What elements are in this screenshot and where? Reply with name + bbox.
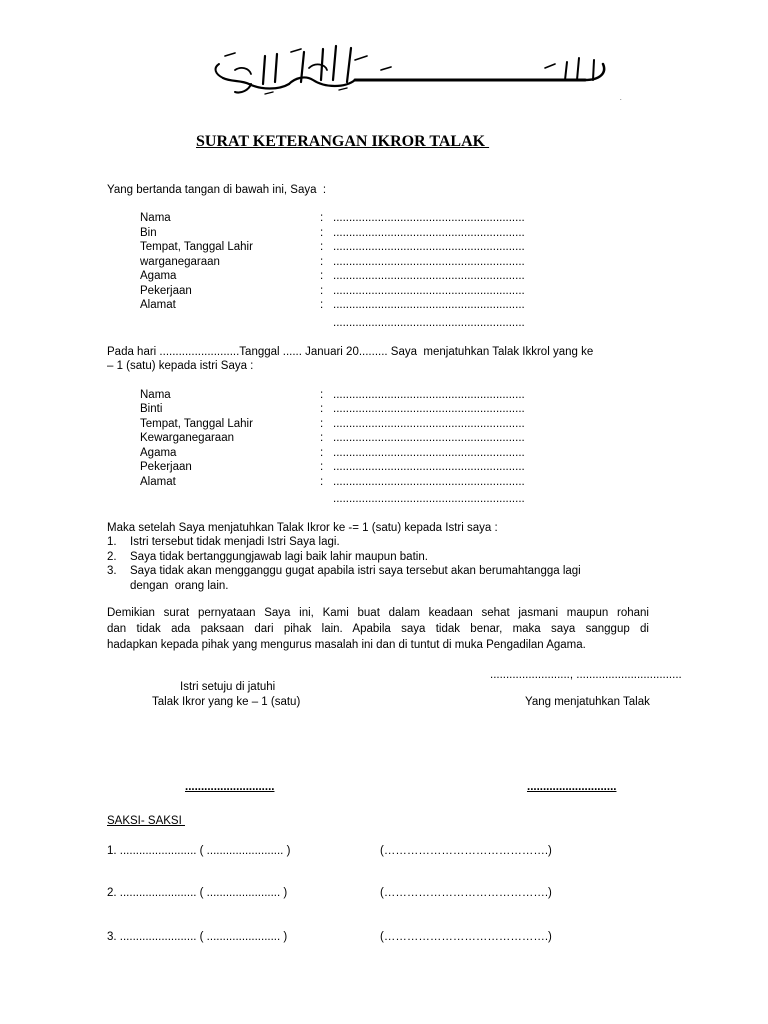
field-colon: : bbox=[320, 461, 324, 473]
field-label: Kewarganegaraan bbox=[140, 432, 234, 444]
field-row bbox=[0, 285, 768, 299]
field-colon: : bbox=[320, 432, 324, 444]
witness-name-blank: 2. ........................ ( ....................... ) bbox=[107, 887, 288, 899]
witness-row bbox=[0, 931, 768, 945]
wife-signature-caption-1: Istri setuju di jatuhi bbox=[180, 681, 276, 693]
closing-line: Demikian surat pernyataan Saya ini, Kami buat dalam keadaan sehat jasmani maupun rohani bbox=[107, 607, 649, 619]
field-colon: : bbox=[320, 299, 324, 311]
witness-name-blank: 1. ........................ ( ........................ ) bbox=[107, 845, 291, 857]
field-row bbox=[0, 476, 768, 490]
field-row bbox=[0, 212, 768, 226]
list-number: 2. bbox=[107, 551, 117, 563]
field-blank: ............................................................ bbox=[333, 432, 525, 444]
witness-signature-blank: (…………………………………….) bbox=[380, 845, 552, 857]
field-row bbox=[0, 241, 768, 255]
list-item bbox=[0, 551, 768, 565]
field-row bbox=[0, 461, 768, 475]
list-text: Saya tidak akan mengganggu gugat apabila istri saya tersebut akan berumahtangga lagi bbox=[130, 565, 581, 577]
field-blank: ............................................................ bbox=[333, 285, 525, 297]
place-date-blank: ........................., ................................. bbox=[490, 669, 682, 681]
page-title: SURAT KETERANGAN IKROR TALAK bbox=[196, 133, 490, 150]
husband-signature-line: ............................ bbox=[527, 781, 617, 793]
witness-signature-blank: (…………………………………….) bbox=[380, 931, 552, 943]
statement-line-1: Pada hari .........................Tanggal ...... Januari 20......... Saya menjatuhkan Talak Ikkrol yang ke bbox=[107, 346, 594, 358]
field-row bbox=[0, 447, 768, 461]
field-blank: ............................................................ bbox=[333, 418, 525, 430]
field-colon: : bbox=[320, 418, 324, 430]
witness-row bbox=[0, 845, 768, 859]
list-item bbox=[0, 565, 768, 579]
field-blank: ............................................................ bbox=[333, 256, 525, 268]
field-label: Nama bbox=[140, 389, 171, 401]
list-text: Istri tersebut tidak menjadi Istri Saya lagi. bbox=[130, 536, 340, 548]
field-colon: : bbox=[320, 241, 324, 253]
field-label: Tempat, Tanggal Lahir bbox=[140, 241, 253, 253]
field-label: Alamat bbox=[140, 299, 176, 311]
address-continuation: ............................................................ bbox=[333, 317, 525, 329]
field-row bbox=[0, 270, 768, 284]
svg-text:بسم الله الرحمن الرحيم: بسم الله الرحمن الرحيم bbox=[625, 140, 635, 141]
stray-mark: . bbox=[620, 96, 622, 102]
field-row bbox=[0, 227, 768, 241]
field-blank: ............................................................ bbox=[333, 389, 525, 401]
field-label: Pekerjaan bbox=[140, 461, 192, 473]
witness-row bbox=[0, 887, 768, 901]
list-number: 1. bbox=[107, 536, 117, 548]
consequence-intro: Maka setelah Saya menjatuhkan Talak Ikror ke -= 1 (satu) kepada Istri saya : bbox=[107, 522, 498, 534]
field-blank: ............................................................ bbox=[333, 299, 525, 311]
field-label: Binti bbox=[140, 403, 163, 415]
field-label: Tempat, Tanggal Lahir bbox=[140, 418, 253, 430]
field-blank: ............................................................ bbox=[333, 476, 525, 488]
list-text-continuation: dengan orang lain. bbox=[130, 580, 229, 592]
field-row bbox=[0, 256, 768, 270]
witness-heading: SAKSI- SAKSI bbox=[107, 815, 185, 827]
list-number: 3. bbox=[107, 565, 117, 577]
field-blank: ............................................................ bbox=[333, 241, 525, 253]
list-item bbox=[0, 536, 768, 550]
wife-signature-caption-2: Talak Ikror yang ke – 1 (satu) bbox=[152, 696, 301, 708]
field-label: Bin bbox=[140, 227, 157, 239]
field-blank: ............................................................ bbox=[333, 212, 525, 224]
field-label: Alamat bbox=[140, 476, 176, 488]
field-row bbox=[0, 403, 768, 417]
field-label: Agama bbox=[140, 270, 177, 282]
intro-text: Yang bertanda tangan di bawah ini, Saya : bbox=[107, 184, 327, 196]
field-colon: : bbox=[320, 270, 324, 282]
field-row bbox=[0, 299, 768, 313]
statement-line-2: – 1 (satu) kepada istri Saya : bbox=[107, 360, 254, 372]
field-label: warganegaraan bbox=[140, 256, 220, 268]
field-blank: ............................................................ bbox=[333, 227, 525, 239]
field-colon: : bbox=[320, 476, 324, 488]
witness-signature-blank: (…………………………………….) bbox=[380, 887, 552, 899]
field-blank: ............................................................ bbox=[333, 461, 525, 473]
field-colon: : bbox=[320, 403, 324, 415]
field-row bbox=[0, 432, 768, 446]
field-blank: ............................................................ bbox=[333, 270, 525, 282]
witness-name-blank: 3. ........................ ( ....................... ) bbox=[107, 931, 288, 943]
field-blank: ............................................................ bbox=[333, 403, 525, 415]
field-row bbox=[0, 389, 768, 403]
field-colon: : bbox=[320, 447, 324, 459]
address-continuation: ............................................................ bbox=[333, 493, 525, 505]
husband-signature-caption: Yang menjatuhkan Talak bbox=[525, 696, 650, 708]
field-colon: : bbox=[320, 227, 324, 239]
closing-paragraph bbox=[107, 605, 649, 653]
field-label: Nama bbox=[140, 212, 171, 224]
closing-line: dan tidak ada paksaan dari pihak lain. Apabila saya tidak benar, maka saya sanggup di bbox=[107, 623, 649, 635]
field-row bbox=[0, 418, 768, 432]
wife-signature-line: ............................ bbox=[185, 781, 275, 793]
closing-line: hadapkan kepada pihak yang mengurus masalah ini dan di tuntut di muka Pengadilan Agama. bbox=[107, 639, 586, 651]
field-label: Agama bbox=[140, 447, 177, 459]
field-label: Pekerjaan bbox=[140, 285, 192, 297]
field-blank: ............................................................ bbox=[333, 447, 525, 459]
field-colon: : bbox=[320, 212, 324, 224]
basmala-calligraphy bbox=[205, 40, 635, 141]
field-colon: : bbox=[320, 256, 324, 268]
list-text: Saya tidak bertanggungjawab lagi baik lahir maupun batin. bbox=[130, 551, 428, 563]
field-colon: : bbox=[320, 285, 324, 297]
field-colon: : bbox=[320, 389, 324, 401]
